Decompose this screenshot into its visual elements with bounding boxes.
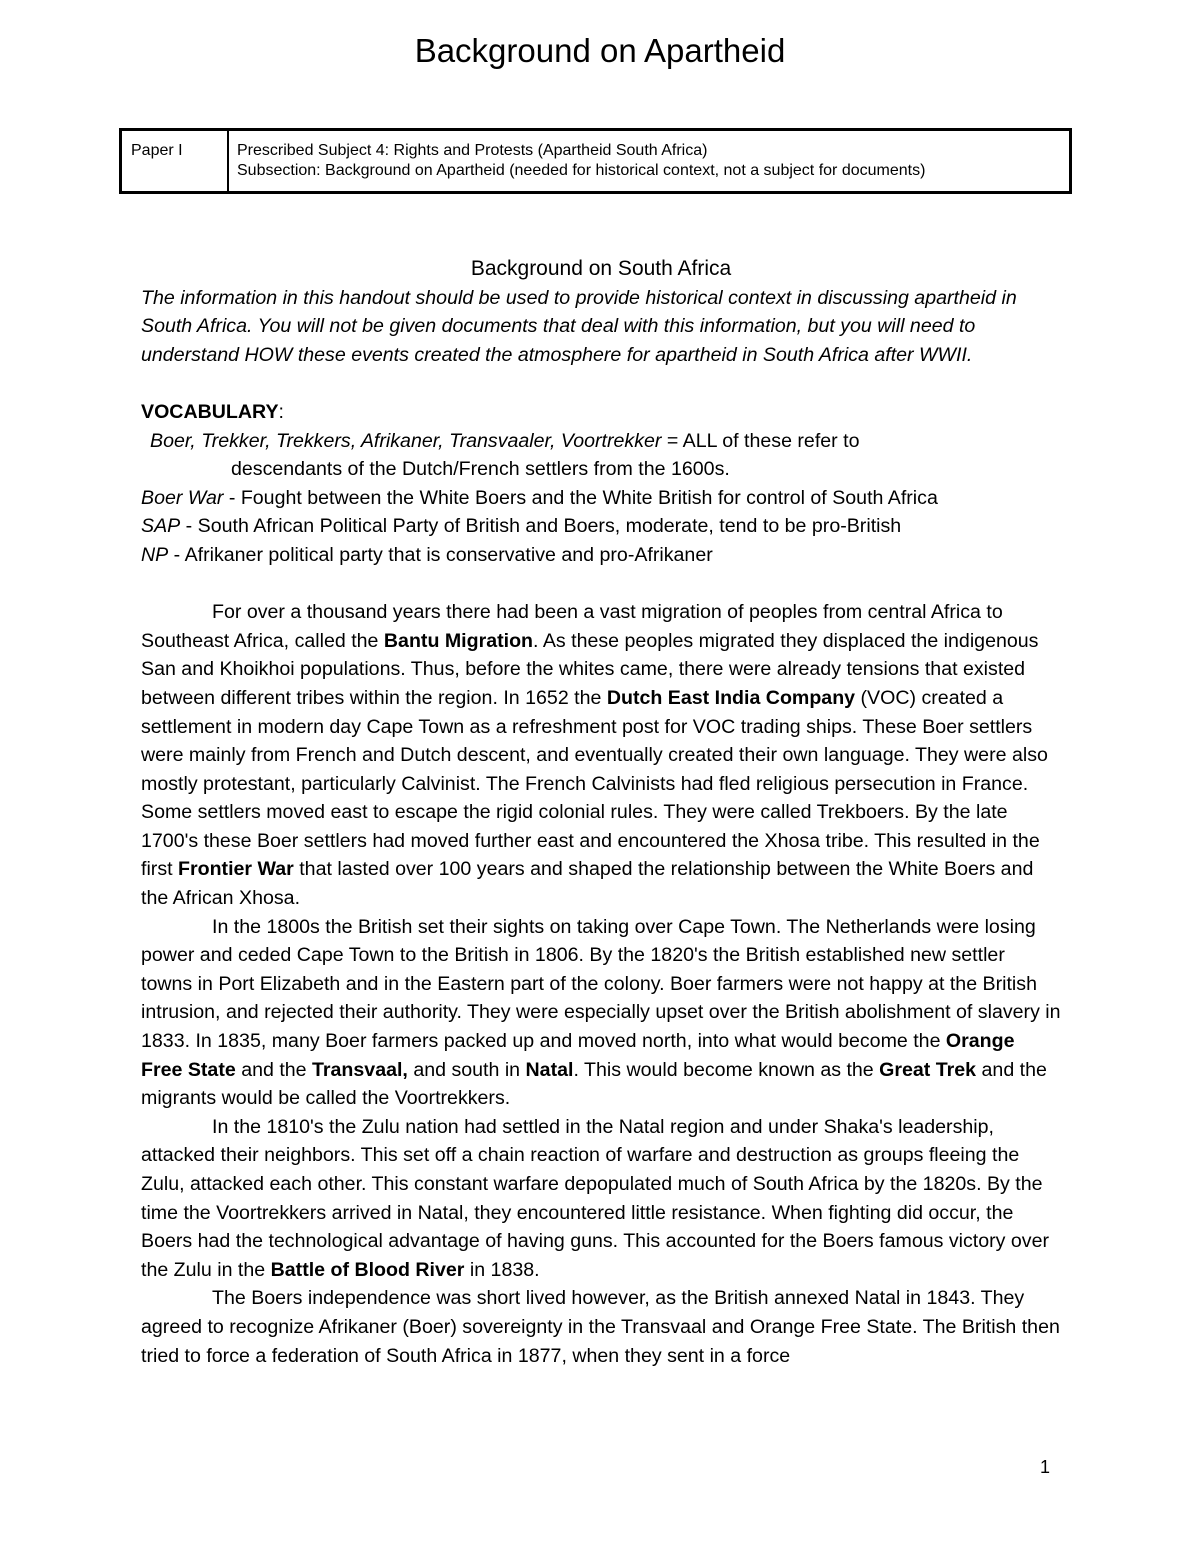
vocabulary-heading: VOCABULARY:: [141, 400, 284, 423]
page-number: 1: [1040, 1457, 1051, 1477]
paragraph-annexation: The Boers independence was short lived however, as the British annexed Natal in 1843. They agreed to recognize Afrikaner (Boer) sovereignty in the Transvaal and Orange Free State. The British then tried to force a federation of South Africa in 1877, when they sent in a force: [141, 1287, 1060, 1367]
paragraph-great-trek: In the 1800s the British set their sights on taking over Cape Town. The Netherlands were losing power and ceded Cape Town to the British in 1806. By the 1820's the British established new settler towns in Port Elizabeth and in the Eastern part of the colony. Boer farmers were not happy at the British intrusion, and rejected their authority. They were especially upset over the British abolishment of slavery in 1833. In 1835, many Boer farmers packed up and moved north, into what would become the Orange Free State and the Transvaal, and south in Natal. This would become known as the Great Trek and the migrants would be called the Voortrekkers.: [141, 915, 1061, 1110]
vocab-item-boer: Boer, Trekker, Trekkers, Afrikaner, Transvaaler, Voortrekker = ALL of these refer to: [150, 429, 860, 452]
intro-paragraph: The information in this handout should be used to provide historical context in discussing apartheid in South Africa. You will not be given documents that deal with this information, but you will need to understand HOW these events created the atmosphere for apartheid in South Africa after WWII.: [141, 286, 1017, 366]
vocab-item-sap: SAP - South African Political Party of British and Boers, moderate, tend to be pro-British: [141, 515, 902, 538]
paragraph-bantu-migration: For over a thousand years there had been a vast migration of peoples from central Africa to Southeast Africa, called the Bantu Migration. As these peoples migrated they displaced the indigenous San and Khoikhoi populations. Thus, before the whites came, there were already tensions that existed between different tribes within the region. In 1652 the Dutch East India Company (VOC) created a settlement in modern day Cape Town as a refreshment post for VOC trading ships. These Boer settlers were mainly from French and Dutch descent, and eventually created their own language. They were also mostly protestant, particularly Calvinist. The French Calvinists had fled religious persecution in France. Some settlers moved east to escape the rigid colonial rules. They were called Trekboers. By the late 1700's these Boer settlers had moved further east and encountered the Xhosa tribe. This resulted in the first Frontier War that lasted over 100 years and shaped the relationship between the White Boers and the African Xhosa.: [141, 601, 1048, 910]
subject-line: Prescribed Subject 4: Rights and Protests (Apartheid South Africa): [237, 142, 708, 159]
vocab-item-np: NP - Afrikaner political party that is conservative and pro-Afrikaner: [141, 543, 713, 566]
section-subtitle: Background on South Africa: [470, 257, 732, 280]
paper-cell: Paper I: [122, 131, 229, 191]
page-title: Background on Apartheid: [414, 32, 786, 69]
paragraph-zulu: In the 1810's the Zulu nation had settled in the Natal region and under Shaka's leadership, attacked their neighbors. This set off a chain reaction of warfare and destruction as groups fleeing the Zulu, attacked each other. This constant warfare depopulated much of South Africa by the 1820s. By the time the Voortrekkers arrived in Natal, they encountered little resistance. When fighting did occur, the Boers had the technological advantage of having guns. This accounted for the Boers famous victory over the Zulu in the Battle of Blood River in 1838.: [141, 1115, 1050, 1281]
vocab-item-boer-continued: descendants of the Dutch/French settlers from the 1600s.: [231, 458, 730, 481]
subject-cell: [229, 131, 1069, 191]
vocab-item-boer-war: Boer War - Fought between the White Boers and the White British for control of South Africa: [141, 486, 938, 509]
info-table: [119, 128, 1072, 194]
subsection-line: Subsection: Background on Apartheid (needed for historical context, not a subject for documents): [237, 162, 926, 179]
document-body: [141, 255, 1061, 1370]
